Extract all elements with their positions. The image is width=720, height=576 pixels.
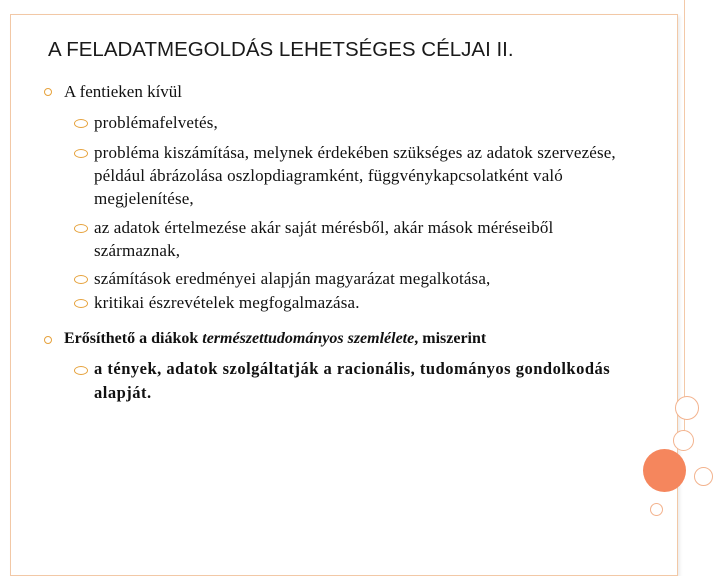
slide-title: A FELADATMEGOLDÁS LEHETSÉGES CÉLJAI II.	[48, 38, 514, 61]
decorative-circle	[694, 467, 713, 486]
decorative-circle	[650, 503, 663, 516]
bullet-leaf-icon	[74, 366, 88, 375]
sub-bullet-5: kritikai észrevételek megfogalmazása.	[94, 293, 360, 312]
bullet-leaf-icon	[74, 275, 88, 284]
sub-bullet-1: problémafelvetés,	[94, 113, 218, 132]
decorative-line	[684, 0, 685, 446]
sub-bullet-4: számítások eredményei alapján magyarázat megalkotása,	[94, 269, 491, 288]
bullet-point-1: A fentieken kívül	[64, 82, 183, 101]
decorative-circle	[675, 396, 699, 420]
bullet-circle-icon	[44, 88, 52, 96]
sub-bullet-2: probléma kiszámítása, melynek érdekében szükséges az adatok szervezése, például ábrázolása oszlopdiagramként, függvénykapcsolatként való megjelenítése,	[94, 143, 616, 208]
point2-emphasis: természettudományos szemlélete	[202, 330, 415, 347]
bullet-leaf-icon	[74, 149, 88, 158]
bullet-leaf-icon	[74, 224, 88, 233]
bullet-point-2	[64, 327, 486, 350]
sub-bullet-3: az adatok értelmezése akár saját mérésből, akár mások méréseiből származnak,	[94, 218, 554, 260]
bullet-leaf-icon	[74, 119, 88, 128]
bullet-circle-icon	[44, 336, 52, 344]
sub-bullet-6: a tények, adatok szolgáltatják a racionális, tudományos gondolkodás alapját.	[94, 359, 611, 402]
bullet-leaf-icon	[74, 299, 88, 308]
point2-text-end: , miszerint	[414, 330, 487, 347]
point2-text-start: Erősíthető a diákok	[64, 330, 203, 347]
decorative-circle	[673, 430, 694, 451]
decorative-circle-filled	[643, 449, 686, 492]
